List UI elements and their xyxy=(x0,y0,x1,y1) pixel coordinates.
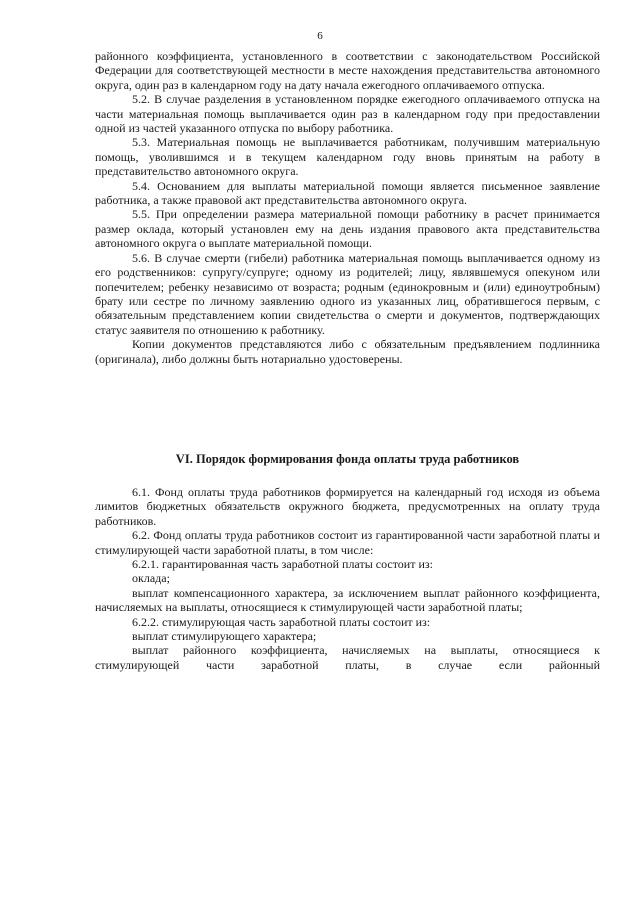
paragraph-6-2-2: 6.2.2. стимулирующая часть заработной платы состоит из: xyxy=(132,614,431,629)
section-heading: VI. Порядок формирования фонда оплаты труда работников xyxy=(175,452,520,466)
list-item-regional-coefficient: выплат районного коэффициента, начисляемых на выплаты, относящиеся к стимулирующей части заработной платы, в случае если районный xyxy=(95,643,600,672)
paragraph-6-2: 6.2. Фонд оплаты труда работников состоит из гарантированной части заработной платы и стимулирующей части заработной платы, в том числе: xyxy=(95,528,600,557)
paragraph-5-6: 5.6. В случае смерти (гибели) работника материальная помощь выплачивается одному из его родственников: супругу/супруге; одному из родителей; лицу, являвшемуся опекуном или попечителем; ребенку независимо от возраста; родным (единокровным и (или) единоутробным) брату или сестре по личному заявлению одного из указанных лиц, обратившегося первым, с обязательным представлением копии свидетельства о смерти и документов, подтверждающих статус заявителя по отношению к работнику. xyxy=(95,250,600,337)
paragraph-continuation: районного коэффициента, установленного в соответствии с законодательством Российской Федерации для соответствующей местности в месте нахождения представительства автономного округа, один раз в календарном году на дату начала ежегодного оплачиваемого отпуска. xyxy=(95,49,600,92)
body-text-bottom xyxy=(95,485,600,672)
paragraph-5-5: 5.5. При определении размера материальной помощи работнику в расчет принимается размер оклада, который установлен ему на день издания правового акта представительства автономного округа о выплате материальной помощи. xyxy=(95,207,600,251)
list-item-stimulating: выплат стимулирующего характера; xyxy=(132,629,317,644)
page-number: 6 xyxy=(317,30,323,42)
body-text-top xyxy=(95,49,600,366)
paragraph-5-4: 5.4. Основанием для выплаты материальной помощи является письменное заявление работника, а также правовой акт представительства автономного округа. xyxy=(95,178,600,208)
list-item-oklad: оклада; xyxy=(132,571,170,586)
paragraph-6-2-1: 6.2.1. гарантированная часть заработной платы состоит из: xyxy=(132,557,433,572)
list-item-compensation: выплат компенсационного характера, за исключением выплат районного коэффициента, начисляемых на выплаты, относящиеся к стимулирующей части заработной платы; xyxy=(95,585,600,615)
paragraph-5-3: 5.3. Материальная помощь не выплачивается работникам, получившим материальную помощь, уволившимся и в текущем календарном году вновь принятым на работу в представительство автономного округа. xyxy=(95,135,600,179)
paragraph-6-1: 6.1. Фонд оплаты труда работников формируется на календарный год исходя из объема лимитов бюджетных обязательств окружного бюджета, предусмотренных на оплату труда работников. xyxy=(95,485,600,528)
paragraph-5-2: 5.2. В случае разделения в установленном порядке ежегодного оплачиваемого отпуска на части материальная помощь выплачивается один раз в календарном году при предоставлении одной из частей указанного отпуска по выбору работника. xyxy=(95,92,600,136)
paragraph-copies: Копии документов представляются либо с обязательным предъявлением подлинника (оригинала), либо должны быть нотариально удостоверены. xyxy=(95,337,600,366)
